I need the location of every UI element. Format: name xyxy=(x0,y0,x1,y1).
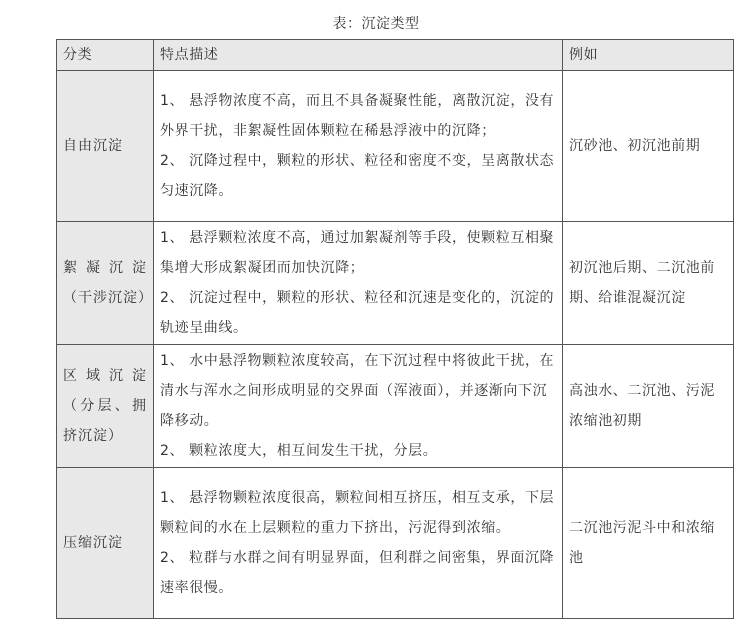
header-examples: 例如 xyxy=(563,40,734,71)
feature-point: 1、 水中悬浮物颗粒浓度较高，在下沉过程中将彼此干扰，在清水与浑水之间形成明显的交界面（浑液面），并逐渐向下沉降移动。 xyxy=(160,353,555,429)
examples-cell: 初沉池后期、二沉池前期、给谁混凝沉淀 xyxy=(563,222,734,345)
features-cell xyxy=(154,71,563,222)
header-category: 分类 xyxy=(57,40,154,71)
features-cell xyxy=(154,468,563,619)
table-row xyxy=(57,71,734,222)
features-cell xyxy=(154,222,563,345)
feature-point: 1、 悬浮颗粒浓度不高，通过加絮凝剂等手段，使颗粒互相聚集增大形成絮凝团而加快沉降； xyxy=(160,230,555,276)
sedimentation-types-table xyxy=(56,39,734,619)
header-features: 特点描述 xyxy=(154,40,563,71)
table-row xyxy=(57,468,734,619)
category-cell: 压缩沉淀 xyxy=(57,468,154,619)
category-cell: 絮凝沉淀（干涉沉淀） xyxy=(57,222,154,345)
table-header-row xyxy=(57,40,734,71)
feature-point: 2、 沉降过程中，颗粒的形状、粒径和密度不变，呈离散状态匀速沉降。 xyxy=(160,153,555,199)
feature-point: 1、 悬浮物颗粒浓度很高，颗粒间相互挤压，相互支承，下层颗粒间的水在上层颗粒的重力下挤出，污泥得到浓缩。 xyxy=(160,490,555,536)
table-row xyxy=(57,345,734,468)
feature-point: 2、 沉淀过程中，颗粒的形状、粒径和沉速是变化的，沉淀的轨迹呈曲线。 xyxy=(160,290,555,336)
category-cell: 自由沉淀 xyxy=(57,71,154,222)
feature-point: 2、 颗粒浓度大，相互间发生干扰，分层。 xyxy=(160,443,438,459)
table-row xyxy=(57,222,734,345)
features-cell xyxy=(154,345,563,468)
examples-cell: 高浊水、二沉池、污泥浓缩池初期 xyxy=(563,345,734,468)
examples-cell: 沉砂池、初沉池前期 xyxy=(563,71,734,222)
examples-cell: 二沉池污泥斗中和浓缩池 xyxy=(563,468,734,619)
feature-point: 2、 粒群与水群之间有明显界面，但利群之间密集，界面沉降速率很慢。 xyxy=(160,550,555,596)
category-cell: 区域沉淀（分层、拥挤沉淀） xyxy=(57,345,154,468)
feature-point: 1、 悬浮物浓度不高，而且不具备凝聚性能，离散沉淀，没有外界干扰，非絮凝性固体颗粒在稀悬浮液中的沉降； xyxy=(160,93,555,139)
table-caption: 表：沉淀类型 xyxy=(332,16,420,32)
